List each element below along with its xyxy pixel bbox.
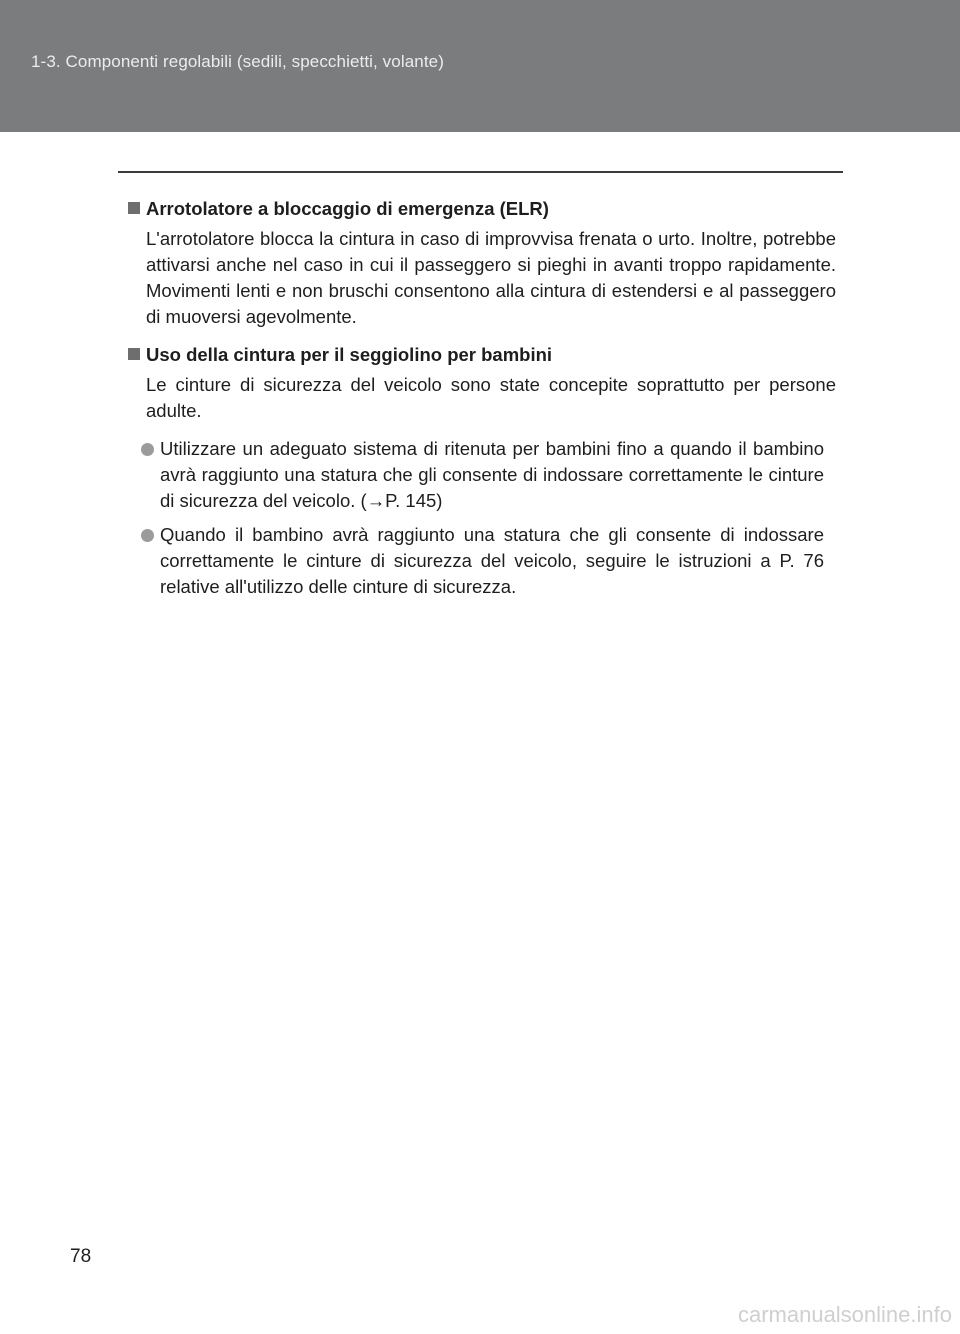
paragraph-child-seat: Le cinture di sicurezza del veicolo sono state concepite soprattutto per persone adulte. (146, 374, 836, 421)
square-bullet-icon (128, 202, 140, 214)
section-heading-text: Arrotolatore a bloccaggio di emergenza (ELR) (146, 198, 549, 219)
page-number: 78 (70, 1246, 92, 1267)
page-header (0, 0, 960, 132)
section-title: 1-3. Componenti regolabili (sedili, specchietti, volante) (31, 52, 444, 71)
list-item (160, 522, 824, 600)
page-content (126, 196, 836, 600)
section-heading-elr (126, 196, 836, 222)
section-heading-text: Uso della cintura per il seggiolino per bambini (146, 344, 553, 365)
list-item-text: Utilizzare un adeguato sistema di ritenuta per bambini fino a quando il bambino avrà raggiunto una statura che gli consente di indossare correttamente le cinture di sicurezza del veicolo. (→P. 145) (160, 438, 824, 511)
list-item-text: Quando il bambino avrà raggiunto una statura che gli consente di indossare correttamente le cinture di sicurezza del veicolo, seguire le istruzioni a P. 76 relative all'utilizzo delle cinture di sicurezza. (160, 524, 824, 597)
circle-bullet-icon (141, 529, 154, 542)
watermark: carmanualsonline.info (737, 1302, 952, 1327)
divider-line (118, 171, 843, 173)
paragraph-elr: L'arrotolatore blocca la cintura in caso di improvvisa frenata o urto. Inoltre, potrebbe attivarsi anche nel caso in cui il passeggero si pieghi in avanti troppo rapidamente. Movimenti lenti e non bruschi consentono alla cintura di estendersi e al passeggero di muoversi agevolmente. (146, 228, 836, 327)
circle-bullet-icon (141, 443, 154, 456)
square-bullet-icon (128, 348, 140, 360)
section-heading-child-seat (126, 342, 836, 368)
list-item (160, 436, 824, 514)
